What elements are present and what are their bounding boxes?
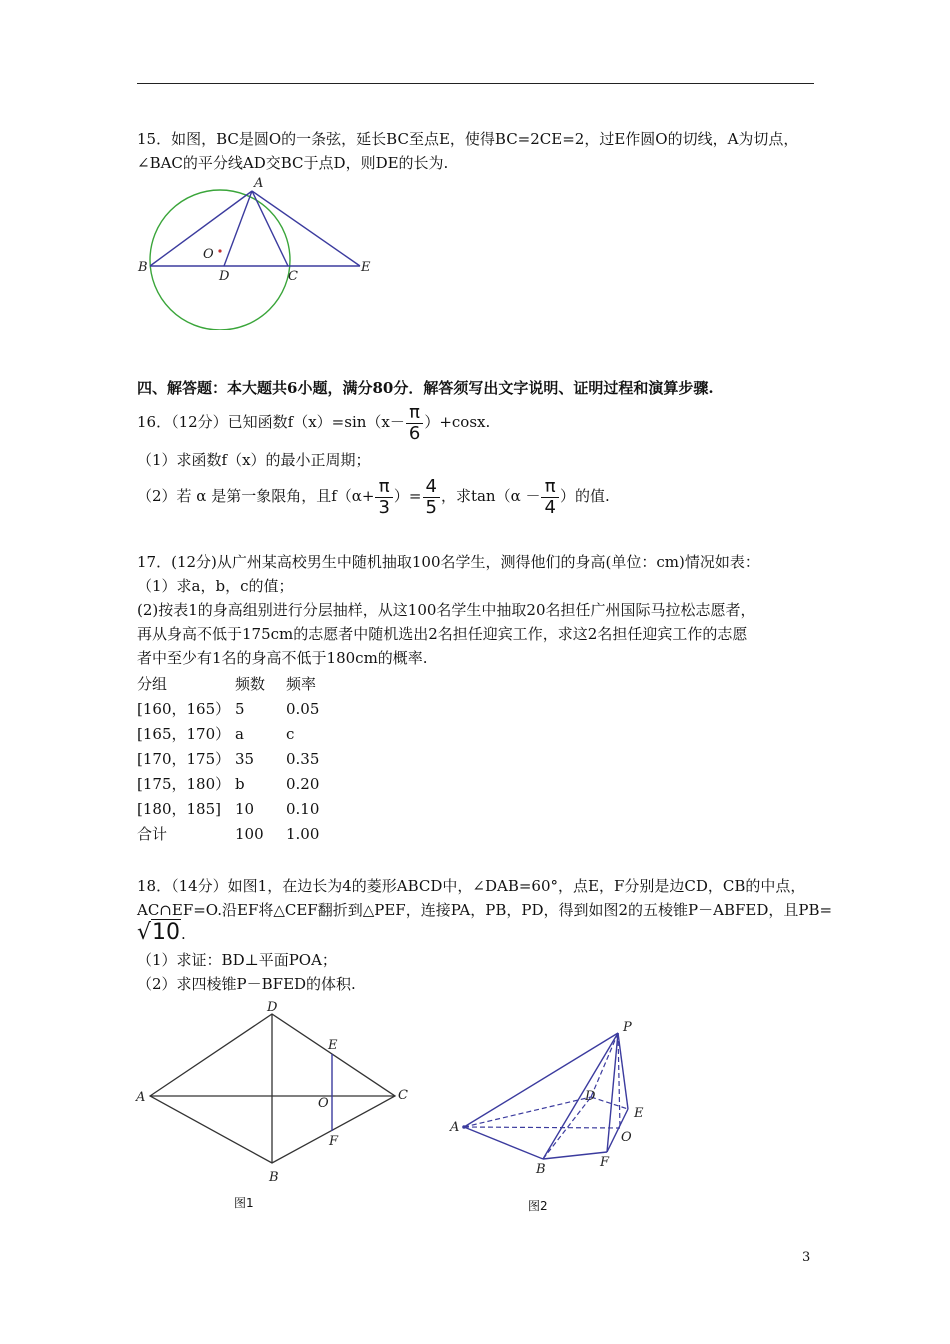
table-cell: [175，180） xyxy=(137,775,231,793)
table-cell: [180，185] xyxy=(137,800,221,818)
segment-ad xyxy=(224,191,252,266)
figure-15 xyxy=(130,170,380,330)
q16-part2-b: ）= xyxy=(393,487,422,505)
table-cell: 100 xyxy=(235,825,264,843)
label-d: D xyxy=(267,1000,278,1015)
table-header-row xyxy=(137,672,319,697)
table-row xyxy=(137,797,319,822)
frequency-table xyxy=(137,672,319,847)
numerator: π xyxy=(409,401,421,423)
q16-stem xyxy=(137,400,490,444)
q17-line4: 再从身高不低于175cm的志愿者中随机选出2名担任迎宾工作，求这2名担任迎宾工作的志愿 xyxy=(137,625,748,643)
table-cell: 0.05 xyxy=(286,700,320,718)
label-c: C xyxy=(398,1088,408,1103)
q18-part2: （2）求四棱锥P－BFED的体积. xyxy=(137,975,356,993)
table-cell: 1.00 xyxy=(286,825,320,843)
q16-part2 xyxy=(137,474,610,518)
label-c: C xyxy=(288,269,298,284)
label-p: P xyxy=(623,1020,632,1035)
label-e: E xyxy=(634,1106,644,1121)
edge-de-dashed xyxy=(591,1097,628,1109)
label-b: B xyxy=(536,1162,546,1175)
numerator: π xyxy=(378,475,390,497)
table-row xyxy=(137,747,319,772)
segment-ab xyxy=(150,191,252,266)
label-d: D xyxy=(219,269,230,284)
table-cell: b xyxy=(235,775,245,793)
figure-2-caption: 图2 xyxy=(528,1199,548,1213)
fraction-pi-over-3 xyxy=(375,477,392,518)
q17-line5: 者中至少有1名的身高不低于180cm的概率. xyxy=(137,649,428,667)
label-o: O xyxy=(621,1130,632,1145)
table-cell: a xyxy=(235,725,244,743)
table-cell: 5 xyxy=(235,700,245,718)
q16-part1: （1）求函数f（x）的最小正周期； xyxy=(137,451,371,469)
segment-ae xyxy=(252,191,360,266)
fraction-4-over-5 xyxy=(423,477,440,518)
table-cell: 35 xyxy=(235,750,255,768)
circle-o xyxy=(150,190,290,330)
numerator: 4 xyxy=(425,475,437,497)
table-row xyxy=(137,722,319,747)
label-b: B xyxy=(138,260,148,275)
edge-pd-dashed xyxy=(591,1033,618,1097)
edge-pa xyxy=(464,1033,618,1127)
table-cell: [170，175） xyxy=(137,750,231,768)
q18-part1: （1）求证：BD⊥平面POA； xyxy=(137,951,337,969)
edge-ad-dashed xyxy=(464,1097,591,1127)
section-heading: 四、解答题：本大题共6小题，满分80分．解答须写出文字说明、证明过程和演算步骤. xyxy=(137,379,714,397)
sqrt-sign: √ xyxy=(137,920,152,945)
label-a: A xyxy=(450,1120,460,1135)
table-cell: 0.10 xyxy=(286,800,320,818)
label-o: O xyxy=(203,247,214,262)
table-cell: [165，170） xyxy=(137,725,231,743)
q17-line2: （1）求a，b，c的值； xyxy=(137,577,294,595)
q16-part2-c: ，求tan（α － xyxy=(440,487,541,505)
q15-line2: ∠BAC的平分线AD交BC于点D，则DE的长为. xyxy=(137,154,449,172)
q16-part2-d: ）的值. xyxy=(559,487,610,505)
q16-stem-b: ）+cosx. xyxy=(424,413,491,431)
q18-line3 xyxy=(137,918,186,949)
edge-ab xyxy=(464,1127,543,1159)
label-a: A xyxy=(254,176,264,191)
table-cell: c xyxy=(286,725,295,743)
figure-2-pyramid xyxy=(440,1015,660,1175)
table-cell: [160，165） xyxy=(137,700,231,718)
table-cell: 0.20 xyxy=(286,775,320,793)
denominator: 4 xyxy=(541,497,558,518)
label-d: D xyxy=(585,1089,596,1104)
label-o: O xyxy=(318,1096,329,1111)
table-row xyxy=(137,772,319,797)
point-a xyxy=(462,1125,466,1129)
header-rule xyxy=(137,83,814,84)
table-header: 频率 xyxy=(286,675,317,693)
table-row xyxy=(137,822,319,847)
q18-line1: 18．（14分）如图1，在边长为4的菱形ABCD中，∠DAB=60°，点E，F分别是边CD，CB的中点， xyxy=(137,877,806,895)
center-dot xyxy=(218,249,221,252)
page-number: 3 xyxy=(802,1250,811,1265)
figure-1-caption: 图1 xyxy=(234,1196,254,1210)
fraction-pi-over-6 xyxy=(406,403,423,444)
table-row xyxy=(137,697,319,722)
q17-line3: (2)按表1的身高组别进行分层抽样，从这100名学生中抽取20名担任广州国际马拉松志愿者， xyxy=(137,601,756,619)
table-header: 频数 xyxy=(235,675,266,693)
label-b: B xyxy=(269,1170,279,1185)
denominator: 5 xyxy=(423,497,440,518)
figure-1-rhombus xyxy=(130,1000,420,1190)
table-cell: 0.35 xyxy=(286,750,320,768)
table-cell: 10 xyxy=(235,800,255,818)
q16-stem-a: 16．（12分）已知函数f（x）=sin（x－ xyxy=(137,413,405,431)
q16-part2-a: （2）若 α 是第一象限角，且f（α+ xyxy=(137,487,375,505)
denominator: 3 xyxy=(375,497,392,518)
segment-ao-dashed xyxy=(464,1127,620,1128)
denominator: 6 xyxy=(406,423,423,444)
edge-bf xyxy=(543,1152,607,1159)
q18-line3-tail: . xyxy=(181,925,186,943)
q15-line1: 15．如图，BC是圆O的一条弦，延长BC至点E，使得BC=2CE=2，过E作圆O的切线，A为切点， xyxy=(137,130,799,148)
table-cell: 合计 xyxy=(137,825,168,843)
label-e: E xyxy=(361,260,371,275)
q18-line2: AC∩EF=O.沿EF将△CEF翻折到△PEF，连接PA，PB，PD，得到如图2的五棱锥P－ABFED，且PB= xyxy=(137,901,833,919)
label-f: F xyxy=(600,1155,610,1170)
label-e: E xyxy=(328,1038,338,1053)
table-header: 分组 xyxy=(137,675,168,693)
numerator: π xyxy=(544,475,556,497)
radicand: 10 xyxy=(152,920,181,945)
sqrt-10 xyxy=(137,919,181,945)
label-a: A xyxy=(136,1090,146,1105)
edge-pb xyxy=(543,1033,618,1159)
label-f: F xyxy=(329,1134,339,1149)
q17-line1: 17．(12分)从广州某高校男生中随机抽取100名学生，测得他们的身高(单位：cm)情况如表： xyxy=(137,553,760,571)
fraction-pi-over-4 xyxy=(541,477,558,518)
